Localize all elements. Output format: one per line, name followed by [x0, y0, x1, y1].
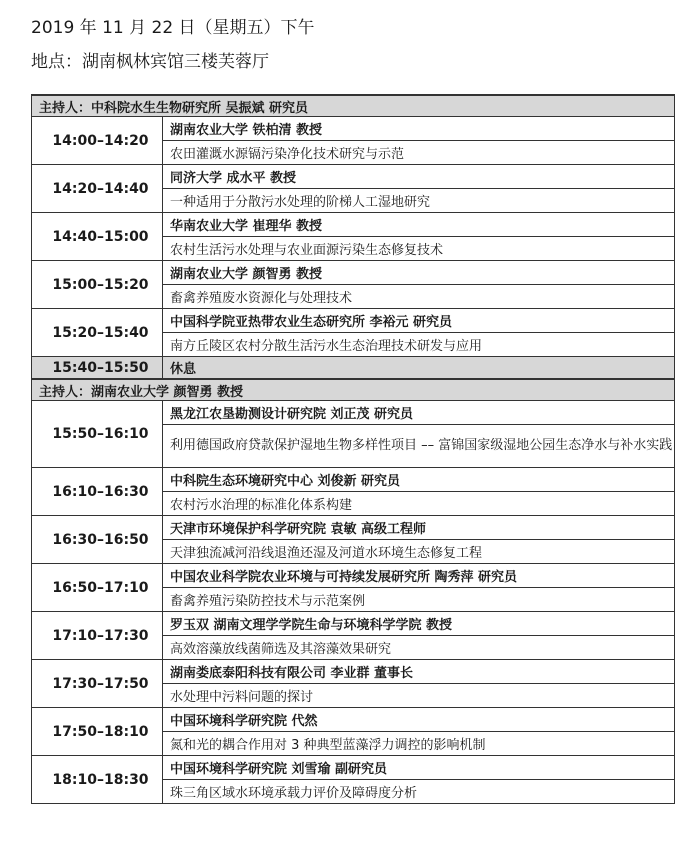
host-label: 主持人：湖南农业大学 颜智勇 教授	[32, 379, 675, 401]
table-row	[32, 564, 675, 588]
talk-title: 畜禽养殖污染防控技术与示范案例	[163, 588, 675, 612]
time-slot: 17:10–17:30	[32, 612, 163, 660]
schedule-table	[31, 94, 675, 804]
talk-title: 南方丘陵区农村分散生活污水生态治理技术研发与应用	[163, 333, 675, 357]
speaker-cell: 同济大学 成水平 教授	[163, 165, 675, 189]
speaker-cell: 中国环境科学研究院 代然	[163, 708, 675, 732]
speaker-cell: 罗玉双 湖南文理学学院生命与环境科学学院 教授	[163, 612, 675, 636]
break-row	[32, 357, 675, 380]
table-row	[32, 612, 675, 636]
table-row	[32, 401, 675, 425]
speaker-cell: 湖南娄底泰阳科技有限公司 李业群 董事长	[163, 660, 675, 684]
time-slot: 14:40–15:00	[32, 213, 163, 261]
time-slot: 14:00–14:20	[32, 117, 163, 165]
time-slot: 14:20–14:40	[32, 165, 163, 213]
break-label: 休息	[163, 357, 675, 380]
host-label: 主持人：中科院水生生物研究所 吴振斌 研究员	[32, 95, 675, 117]
table-row	[32, 468, 675, 492]
table-row	[32, 660, 675, 684]
talk-title: 氮和光的耦合作用对 3 种典型蓝藻浮力调控的影响机制	[163, 732, 675, 756]
time-slot: 16:10–16:30	[32, 468, 163, 516]
speaker-cell: 中科院生态环境研究中心 刘俊新 研究员	[163, 468, 675, 492]
table-row	[32, 117, 675, 141]
host-row	[32, 95, 675, 117]
time-slot: 17:50–18:10	[32, 708, 163, 756]
break-time: 15:40–15:50	[32, 357, 163, 380]
talk-title: 利用德国政府贷款保护湿地生物多样性项目 –– 富锦国家级湿地公园生态净水与补水实践	[163, 425, 675, 468]
speaker-cell: 湖南农业大学 铁柏清 教授	[163, 117, 675, 141]
time-slot: 16:50–17:10	[32, 564, 163, 612]
speaker-cell: 中国环境科学研究院 刘雪瑜 副研究员	[163, 756, 675, 780]
speaker-cell: 天津市环境保护科学研究院 袁敏 高级工程师	[163, 516, 675, 540]
host-row	[32, 379, 675, 401]
table-row	[32, 261, 675, 285]
speaker-cell: 华南农业大学 崔理华 教授	[163, 213, 675, 237]
speaker-cell: 湖南农业大学 颜智勇 教授	[163, 261, 675, 285]
table-row	[32, 516, 675, 540]
talk-title: 农田灌溉水源镉污染净化技术研究与示范	[163, 141, 675, 165]
talk-title: 农村生活污水处理与农业面源污染生态修复技术	[163, 237, 675, 261]
talk-title: 天津独流减河沿线退渔还湿及河道水环境生态修复工程	[163, 540, 675, 564]
talk-title: 高效溶藻放线菌筛选及其溶藻效果研究	[163, 636, 675, 660]
time-slot: 15:00–15:20	[32, 261, 163, 309]
time-slot: 17:30–17:50	[32, 660, 163, 708]
table-row	[32, 708, 675, 732]
speaker-cell: 黑龙江农垦勘测设计研究院 刘正茂 研究员	[163, 401, 675, 425]
table-row	[32, 165, 675, 189]
speaker-cell: 中国农业科学院农业环境与可持续发展研究所 陶秀萍 研究员	[163, 564, 675, 588]
session-date: 2019 年 11 月 22 日（星期五）下午	[31, 18, 315, 38]
talk-title: 珠三角区域水环境承载力评价及障碍度分析	[163, 780, 675, 804]
speaker-cell: 中国科学院亚热带农业生态研究所 李裕元 研究员	[163, 309, 675, 333]
table-row	[32, 213, 675, 237]
talk-title: 一种适用于分散污水处理的阶梯人工湿地研究	[163, 189, 675, 213]
talk-title: 水处理中污料问题的探讨	[163, 684, 675, 708]
time-slot: 15:20–15:40	[32, 309, 163, 357]
time-slot: 16:30–16:50	[32, 516, 163, 564]
talk-title: 农村污水治理的标准化体系构建	[163, 492, 675, 516]
table-row	[32, 309, 675, 333]
time-slot: 15:50–16:10	[32, 401, 163, 468]
time-slot: 18:10–18:30	[32, 756, 163, 804]
session-venue: 地点：湖南枫林宾馆三楼芙蓉厅	[31, 52, 269, 72]
talk-title: 畜禽养殖废水资源化与处理技术	[163, 285, 675, 309]
table-row	[32, 756, 675, 780]
